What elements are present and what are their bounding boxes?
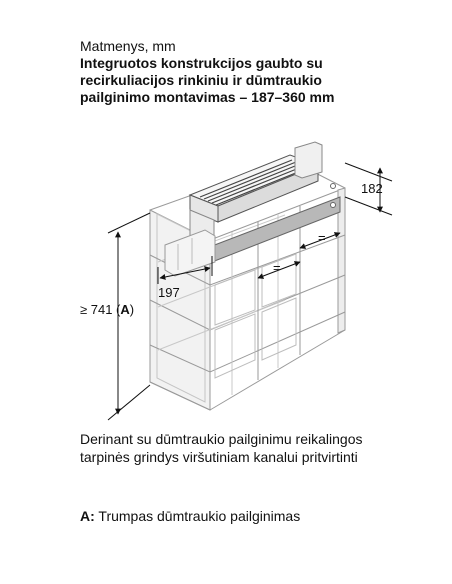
- height-prefix: ≥ 741 (: [80, 302, 121, 317]
- title-line-1: Integruotos konstrukcijos gaubto su: [80, 55, 323, 71]
- legend-text: Trumpas dūmtraukio pailginimas: [94, 508, 301, 524]
- dimensions-unit-label: Matmenys, mm: [80, 38, 176, 54]
- equal-mark-2: =: [273, 260, 281, 275]
- title-line-3: pailginimo montavimas – 187–360 mm: [80, 89, 335, 105]
- legend-a: [80, 507, 300, 525]
- dimension-height-label: [80, 302, 134, 317]
- note-line-2: tarpinės grindys viršutiniam kanalui pritvirtinti: [80, 449, 358, 465]
- equal-mark-1: =: [318, 230, 326, 245]
- hood-unit: [165, 142, 322, 276]
- note-line-1: Derinant su dūmtraukio pailginimu reikalingos: [80, 431, 363, 447]
- legend-key: A:: [80, 508, 95, 524]
- height-key: A: [120, 302, 130, 317]
- title-line-2: recirkuliacijos rinkiniu ir dūmtraukio: [80, 72, 322, 88]
- height-suffix: ): [129, 302, 135, 317]
- installation-note: [80, 430, 362, 466]
- dimension-197-label: 197: [158, 285, 180, 300]
- fixing-brackets: [331, 184, 336, 208]
- dimension-182-label: 182: [361, 181, 383, 196]
